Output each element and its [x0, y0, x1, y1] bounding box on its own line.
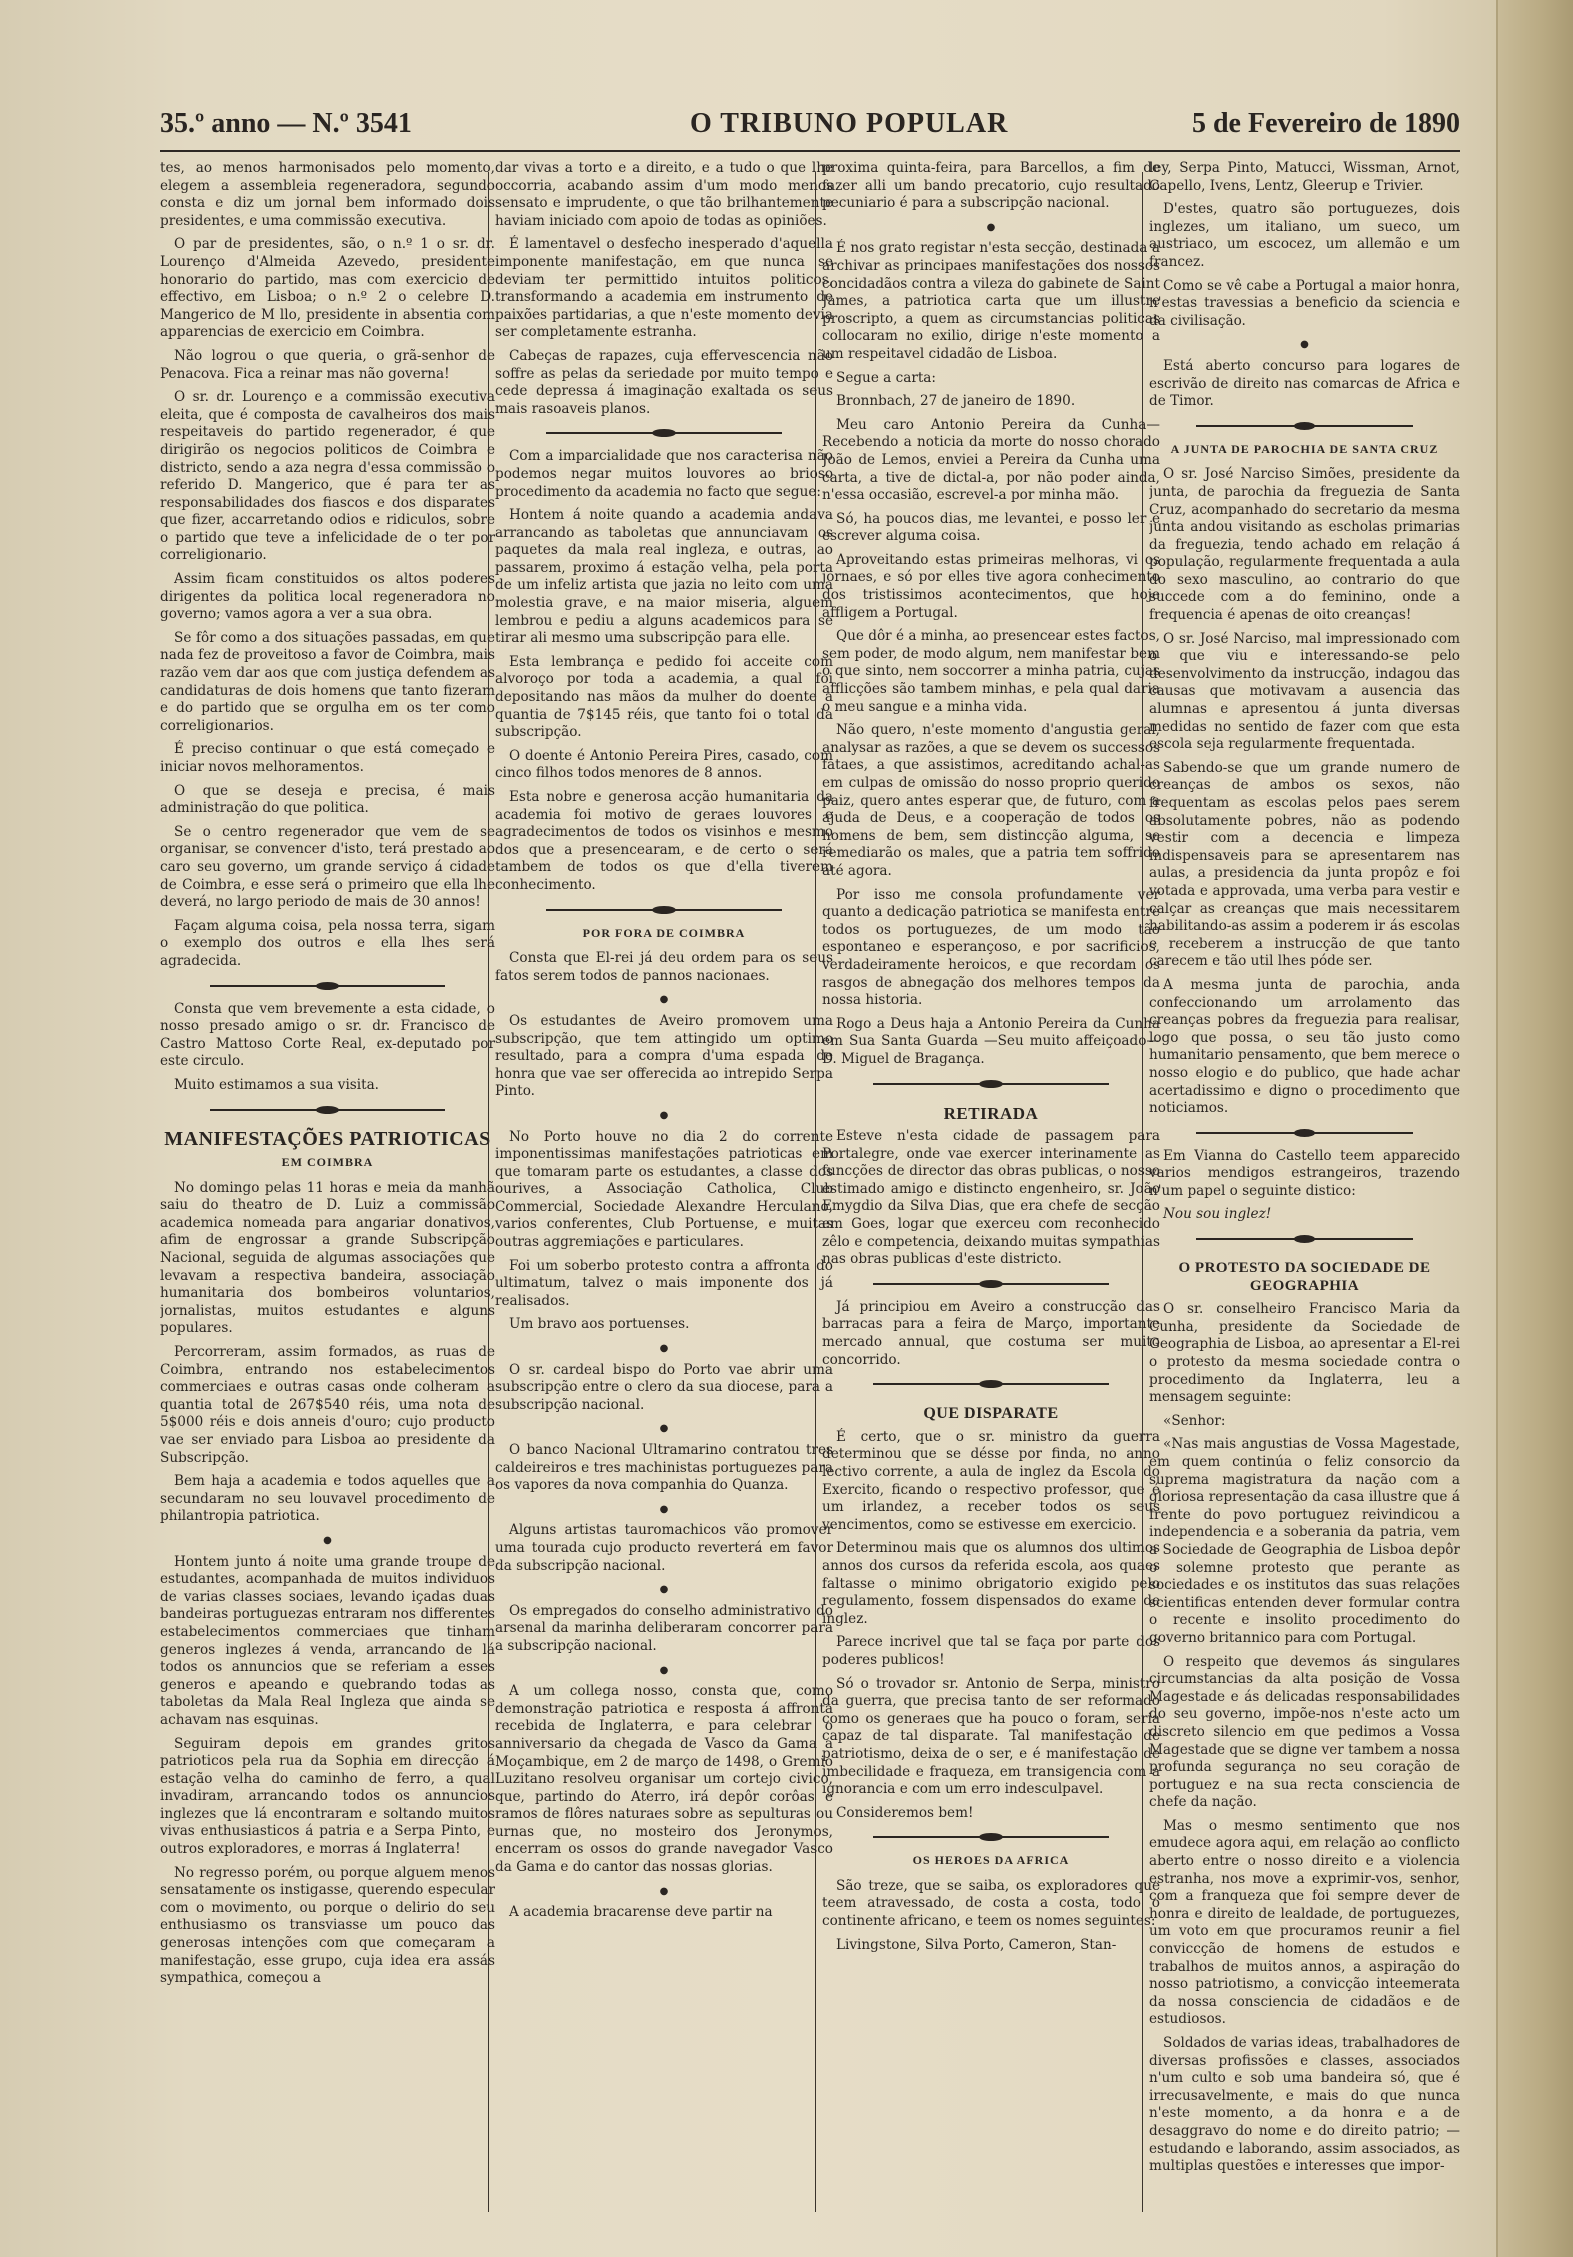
article-paragraph: É preciso continuar o que está começado e iniciar novos melhoramentos. — [160, 741, 495, 775]
section-ornament — [1196, 1232, 1414, 1246]
article-paragraph: Alguns artistas tauromachicos vão promover uma tourada cujo producto reverterá em favor da subscripção nacional. — [495, 1522, 833, 1574]
article-paragraph: Esta nobre e generosa acção humanitaria da academia foi motivo de geraes louvores e agradecimentos de todos os visinhos e mesmo dos que a presencearam, e de certo o será tambem de todos os que d'ella tiverem conhecimento. — [495, 789, 833, 893]
article-paragraph: Livingstone, Silva Porto, Cameron, Stan- — [836, 1936, 1117, 1953]
section-heading: RETIRADA — [943, 1103, 1039, 1123]
article-paragraph: No domingo pelas 11 horas e meia da manhã saiu do theatro de D. Luiz a commissão academica nomeada para angariar donativos, afim de engrossar a grande Subscripção Nacional, seguida de algumas associações que levavam a respectiva bandeira, associação humanitaria dos bombeiros voluntarios, jornalistas, muitos estudantes e alguns populares. — [160, 1179, 495, 1337]
article-paragraph: Muito estimamos a sua visita. — [174, 1076, 380, 1093]
section-heading: MANIFESTAÇÕES PATRIOTICAS — [164, 1127, 491, 1150]
article-paragraph: Determinou mais que os alumnos dos ultimos annos dos cursos da referida escola, aos quaes faltasse o minimo obrigatorio exigido pelo regulamento, fossem dispensados do exame de inglez. — [822, 1540, 1160, 1627]
article-paragraph: Está aberto concurso para logares de escrivão de direito nas comarcas de Africa e de Timor. — [1149, 357, 1460, 410]
article-paragraph: Consta que vem brevemente a esta cidade, o nosso presado amigo o sr. dr. Francisco de Castro Mattoso Corte Real, ex-deputado por este circulo. — [160, 1000, 495, 1070]
section-subheading: EM COIMBRA — [281, 1155, 374, 1170]
article-paragraph: Só o trovador sr. Antonio de Serpa, ministro da guerra, que precisa tanto de ser reformado como os generaes que ha pouco o foram, seria capaz de tal disparate. Tal manifestação de patriotismo, deixa de o ser, e é manifestação de imbecilidade e fraqueza, em transigencia com a ignorancia e com um erro indesculpavel. — [822, 1675, 1160, 1798]
column-3 — [822, 160, 1160, 2230]
section-ornament — [873, 1830, 1110, 1844]
article-paragraph: Com a imparcialidade que nos caracterisa não podemos negar muitos louvores ao brioso procedimento da academia no facto que segue: — [495, 448, 833, 500]
article-paragraph: Em Vianna do Castello teem apparecido varios mendigos estrangeiros, trazendo n'um papel o seguinte distico: — [1149, 1147, 1460, 1199]
separator-dot: ● — [659, 1584, 669, 1596]
article-paragraph: Por isso me consola profundamente ver quanto a dedicação patriotica se manifesta entre todos os portuguezes, de um modo tão espontaneo e esperançoso, e por sacrificios, verdadeiramente heroicos, e que recordam os rasgos de abnegação dos melhores tempos da nossa historia. — [822, 886, 1160, 1009]
article-paragraph: O sr. José Narciso Simões, presidente da junta, de parochia da freguezia de Santa Cruz, acompanhado do secretario da mesma junta andou visitando as escholas primarias da freguezia, tendo achado em relação á população, regularmente frequentada a aula do sexo masculino, ao contrario do que succede com a do feminino, onde a frequencia é apenas de oito creanças! — [1149, 466, 1460, 624]
article-paragraph: É lamentavel o desfecho inesperado d'aquella imponente manifestação, em que nunca se deviam ter permittido intuitos politicos, transformando a academia em instrumento de paixões partidarias, a que n'este momento devia ser completamente estranha. — [495, 236, 833, 341]
section-ornament — [546, 426, 783, 440]
letter-dateline: Bronnbach, 27 de janeiro de 1890. — [836, 393, 1076, 410]
masthead — [150, 100, 1460, 146]
article-paragraph: São treze, que se saiba, os exploradores que teem atravessado, de costa a costa, todo o continente africano, e teem os nomes seguintes: — [822, 1877, 1160, 1930]
separator-dot: ● — [659, 1503, 669, 1515]
article-paragraph: O sr. conselheiro Francisco Maria da Cunha, presidente da Sociedade de Geographia de Lisboa, ao apresentar a El-rei o protesto da mesma sociedade contra o procedimento da Inglaterra, leu a mensagem seguinte: — [1149, 1301, 1460, 1406]
masthead-rule — [160, 150, 1460, 152]
article-paragraph: Consideremos bem! — [836, 1804, 974, 1821]
article-paragraph: Soldados de varias ideas, trabalhadores de diversas profissões e classes, associados n'um culto e sob uma bandeira só, que é irrecusavelmente, e mais do que nunca n'este momento, a da honra e a de desaggravo do nome e do direito patrio; —estudando e laborando, assim associados, as multiplas questões e interesses que impor- — [1149, 2035, 1460, 2175]
article-paragraph: Como se vê cabe a Portugal a maior honra, n'estas travessias a beneficio da sciencia e da civilisação. — [1149, 277, 1460, 329]
article-paragraph: Assim ficam constituidos os altos poderes dirigentes da politica local regeneradora no governo; vamos agora a ver a sua obra. — [160, 571, 495, 623]
article-paragraph: O par de presidentes, são, o n.º 1 o sr. dr. Lourenço d'Almeida Azevedo, presidente honorario do partido, mas com exercicio de effectivo, em Lisboa; o n.º 2 o celebre D. Mangerico de M llo, presidente in absentia com apparencias de exercicio em Coimbra. — [160, 236, 495, 341]
article-paragraph: Só, ha poucos dias, me levantei, e posso ler e escrever alguma coisa. — [822, 510, 1160, 545]
article-paragraph: O que se deseja e precisa, é mais administração do que politica. — [160, 782, 495, 817]
article-paragraph: Rogo a Deus haja a Antonio Pereira da Cunha em Sua Santa Guarda —Seu muito affeiçoado—D. Miguel de Bragança. — [822, 1015, 1160, 1067]
article-paragraph: No Porto houve no dia 2 do corrente imponentissimas manifestações patrioticas em que tomaram parte os estudantes, a classe dos ourives, a Associação Catholica, Club Commercial, Sociedade Alexandre Herculano, varios conferentes, Club Portuense, e muitas outras aggremiações e particulares. — [495, 1128, 833, 1251]
article-paragraph: Bem haja a academia e todos aquelles que a secundaram no seu louvavel procedimento de philantropia patriotica. — [160, 1473, 495, 1525]
section-ornament — [873, 1077, 1110, 1091]
column-2 — [495, 160, 833, 2230]
article-paragraph: A um collega nosso, consta que, como demonstração patriotica e resposta á affronta recebida de Inglaterra, e para celebrar o anniversario da chegada de Vasco da Gama a Moçambique, em 2 de março de 1498, o Gremio Luzitano resolveu organisar um cortejo civico, que, partindo do Aterro, irá depôr corôas e ramos de flôres naturaes sobre as sepulturas ou urnas que, no mosteiro dos Jeronymos, encerram os ossos do grande navegador Vasco da Gama e do cantor das nossas glorias. — [495, 1683, 833, 1876]
article-paragraph: Nou sou inglez! — [1163, 1206, 1272, 1223]
columns — [160, 160, 1460, 2230]
section-heading: QUE DISPARATE — [923, 1405, 1059, 1423]
article-paragraph: É certo, que o sr. ministro da guerra determinou que se désse por finda, no anno lectivo corrente, a aula de inglez da Escola do Exercito, ficando o respectivo professor, que é um irlandez, a receber todos os seus vencimentos, como se estivesse em exercicio. — [822, 1428, 1160, 1533]
separator-dot: ● — [986, 221, 996, 233]
article-paragraph: O sr. cardeal bispo do Porto vae abrir uma subscripção entre o clero da sua diocese, para a subscripção nacional. — [495, 1361, 833, 1413]
article-paragraph: Segue a carta: — [836, 369, 936, 386]
article-paragraph: Seguiram depois em grandes gritos patrioticos pela rua da Sophia em direcção á estação velha do caminho de ferro, a qual invadiram, arrancando todos os annuncios inglezes que lá encontraram e soltando muitos vivas enthusiasticos á patria e a Serpa Pinto, e outros exploradores, e morras á Inglaterra! — [160, 1735, 495, 1858]
section-ornament — [210, 1103, 445, 1117]
column-4 — [1149, 160, 1460, 2230]
section-subheading: POR FORA DE COIMBRA — [582, 925, 746, 940]
page-binding-edge — [1496, 0, 1573, 2257]
article-paragraph: O respeito que devemos ás singulares circumstancias da alta posição de Vossa Magestade e ás delicadas responsabilidades do seu governo, impõe-nos n'este acto um discreto silencio em que pedimos a Vossa Magestade que se digne ver tambem a nossa profunda segurança no seu coração de portuguez e na sua recta consciencia de chefe da nação. — [1149, 1653, 1460, 1811]
article-paragraph: Sabendo-se que um grande numero de creanças de ambos os sexos, não frequentam as escolas pelos paes serem absolutamente pobres, não as podendo vestir com a decencia e limpeza indispensaveis para se apresentarem nas aulas, a presidencia da junta propôz e foi votada e approvada, uma verba para vestir e calçar as creanças que mais necessitarem habilitando-as assim a poderem ir ás escolas e receberem a instrucção de que tanto carecem e tão util lhes póde ser. — [1149, 759, 1460, 970]
separator-dot: ● — [659, 1109, 669, 1121]
article-paragraph: Esta lembrança e pedido foi acceite com alvoroço por toda a academia, a qual foi depositando nas mãos da mulher do doente a quantia de 7$145 réis, que tanto foi o total da subscripção. — [495, 653, 833, 741]
section-subheading: OS HEROES DA AFRICA — [912, 1853, 1070, 1868]
article-paragraph: Que dôr é a minha, ao presencear estes factos, sem poder, de modo algum, nem manifestar bem o que sinto, nem soccorrer a minha patria, cujas afflicções são tambem minhas, e pela qual daria o meu sangue e a minha vida. — [822, 628, 1160, 715]
article-paragraph: Foi um soberbo protesto contra a affronta do ultimatum, talvez o mais imponente dos já realisados. — [495, 1257, 833, 1309]
article-paragraph: A mesma junta de parochia, anda confeccionando um arrolamento das creanças pobres da freguezia para realisar, logo que possa, o seu tão justo como humanitario pensamento, que bem merece o nosso elogio e do publico, que hade achar acertadissimo e digno o procedimento que noticiamos. — [1149, 976, 1460, 1117]
article-paragraph: ley, Serpa Pinto, Matucci, Wissman, Arnot, Capello, Ivens, Lentz, Gleerup e Trivier. — [1149, 160, 1460, 194]
article-paragraph: Já principiou em Aveiro a construcção das barracas para a feira de Março, importante mercado annual, que costuma ser muito concorrido. — [822, 1298, 1160, 1368]
article-paragraph: Aproveitando estas primeiras melhoras, vi os jornaes, e só por elles tive agora conhecimento dos tristissimos acontecimentos, que hoje affligem a Portugal. — [822, 551, 1160, 621]
article-paragraph: Um bravo aos portuenses. — [509, 1316, 690, 1333]
article-paragraph: Parece incrivel que tal se faça por parte dos poderes publicos! — [822, 1634, 1160, 1668]
section-heading: O PROTESTO DA SOCIEDADE DE GEOGRAPHIA — [1178, 1260, 1431, 1294]
article-paragraph: Se fôr como a dos situações passadas, em que nada fez de proveitoso a favor de Coimbra, mais razão vem dar aos que com justiça defendem as candidaturas de dois homens que tanto fizeram e do partido que se orgulha em os ter como correligionarios. — [160, 629, 495, 734]
section-ornament — [1196, 1126, 1414, 1140]
section-ornament — [210, 979, 445, 993]
article-paragraph: O doente é Antonio Pereira Pires, casado, com cinco filhos todos menores de 8 annos. — [495, 747, 833, 782]
article-paragraph: Se o centro regenerador que vem de se organisar, se convencer d'isto, terá prestado ao caro seu governo, um grande serviço á cidade de Coimbra, e esse será o primeiro que ella lhe deverá, no largo periodo de mais de 30 annos! — [160, 823, 495, 911]
article-paragraph: Os empregados do conselho administrativo do arsenal da marinha deliberaram concorrer para a subscripção nacional. — [495, 1602, 833, 1654]
section-ornament — [873, 1277, 1110, 1291]
section-subheading: A JUNTA DE PAROCHIA DE SANTA CRUZ — [1170, 441, 1439, 456]
article-paragraph: D'estes, quatro são portuguezes, dois inglezes, um italiano, um sueco, um austriaco, um escocez, um allemão e um francez. — [1149, 201, 1460, 270]
separator-dot: ● — [659, 1664, 669, 1676]
article-paragraph: Hontem á noite quando a academia andava arrancando as taboletas que annunciavam os paquetes da mala real ingleza, e outras, ao passarem, proximo á estação velha, pela porta de um infeliz artista que jazia no leito com uma molestia grave, e na maior miseria, alguem lembrou e pediu a alguns academicos para se tirar ali mesmo uma subscripção para elle. — [495, 507, 833, 647]
article-paragraph: «Nas mais angustias de Vossa Magestade, em quem continúa o feliz consorcio da suprema magistratura da nação com a gloriosa representação da casa illustre que á frente do povo portuguez reivindicou a independencia e a soberania da patria, vem a Sociedade de Geographia de Lisboa depôr o solemne protesto que perante as sociedades e os institutos das suas relações scientificas entenden dever formular contra o recente e insolito procedimento do governo britannico para com Portugal. — [1149, 1436, 1460, 1646]
article-paragraph: Consta que El-rei já deu ordem para os seus fatos serem todos de pannos nacionaes. — [495, 950, 833, 984]
separator-dot: ● — [659, 1423, 669, 1435]
article-paragraph: Cabeças de rapazes, cuja effervescencia não soffre as pelas da seriedade por muito tempo e cede depressa á imaginação exaltada os seus mais rasoaveis planos. — [495, 347, 833, 417]
separator-dot: ● — [1300, 339, 1309, 351]
article-paragraph: Mas o mesmo sentimento que nos emudece agora aqui, em relação ao conflicto aberto entre o nosso direito e a violencia estranha, nos move a exprimir-vos, senhor, com a franqueza que foi sempre dever de honra e direito de lealdade, de portuguezes, um voto em que procuramos reunir a fiel conviccção de homens de estudos e trabalhos de muitos annos, a aspiração do nosso patriotismo, a convicção inteemerata da nossa consciencia de cidadãos e de estudiosos. — [1149, 1817, 1460, 2028]
article-paragraph: Não logrou o que queria, o grã-senhor de Penacova. Fica a reinar mas não governa! — [160, 347, 495, 382]
article-paragraph: Não quero, n'este momento d'angustia geral, analysar as razões, a que se devem os successos fataes, a que assistimos, acreditando achal-as em culpas de omissão do nosso proprio querido paiz, quero antes esperar que, de futuro, com a ajuda de Deus, e a cooperação de todos os homens de bem, sem distincção alguma, se remediarão os males, que a patria tem soffrido até agora. — [822, 722, 1160, 879]
article-paragraph: Hontem junto á noite uma grande troupe de estudantes, acompanhada de muitos individuos de varias classes sociaes, levando içadas duas bandeiras portuguezas entraram nos differentes estabelecimentos commerciaes que tinham generos inglezes á venda, arrancando de lá todos os annuncios que se referiam a esses generos e apeando e quebrando todas as taboletas da Mala Real Ingleza que ainda se achavam nas esquinas. — [160, 1553, 495, 1728]
article-paragraph: O banco Nacional Ultramarino contratou tres caldeireiros e tres machinistas portuguezes para os vapores da nova companhia do Quanza. — [495, 1442, 833, 1494]
article-paragraph: No regresso porém, ou porque alguem menos sensatamente os instigasse, querendo especular com o movimento, ou porque o delirio do seu enthusiasmo os transviasse um pouco das generosas intenções com que começaram a manifestação, esse grupo, cuja idea era assás sympathica, começou a — [160, 1864, 495, 1987]
article-paragraph: tes, ao menos harmonisados pelo momento, elegem a assembleia regeneradora, segundo consta e diz um jornal bem informado dois presidentes, e uma commissão executiva. — [160, 160, 495, 229]
column-1 — [160, 160, 495, 2230]
article-paragraph: É nos grato registar n'esta secção, destinada a archivar as principaes manifestações dos nossos concidadãos contra a vileza do gabinete de Saint James, a patriotica carta que um illustre proscripto, a quem as circumstancias politicas collocaram no exilio, dirige n'este momento a um respeitavel cidadão de Lisboa. — [822, 240, 1160, 362]
newspaper-title: O TRIBUNO POPULAR — [690, 108, 1009, 139]
issue-date: 5 de Fevereiro de 1890 — [1191, 108, 1460, 139]
article-paragraph: «Senhor: — [1163, 1412, 1226, 1429]
article-paragraph: proxima quinta-feira, para Barcellos, a fim de fazer alli um bando precatorio, cujo resultado pecuniario é para a subscripção nacional. — [822, 160, 1160, 212]
section-ornament — [1196, 419, 1414, 433]
article-paragraph: Percorreram, assim formados, as ruas de Coimbra, entrando nos estabelecimentos commerciaes e outras casas onde colheram a quantia total de 267$540 réis, uma nota de 5$000 réis e dois anneis d'ouro; cujo producto vae ser enviado para Lisboa ao presidente da Subscripção. — [160, 1344, 495, 1466]
separator-dot: ● — [659, 994, 669, 1006]
separator-dot: ● — [323, 1534, 332, 1546]
article-paragraph: dar vivas a torto e a direito, e a tudo o que lhe occorria, acabando assim d'um modo menos sensato e imprudente, o que tão brilhantemente haviam iniciado com apoio de todas as opiniões. — [495, 160, 833, 229]
issue-number: 35.º anno — N.º 3541 — [160, 108, 412, 139]
section-ornament — [873, 1377, 1110, 1391]
article-paragraph: Façam alguma coisa, pela nossa terra, sigam o exemplo dos outros e ella lhes será agradecida. — [160, 917, 495, 969]
separator-dot: ● — [659, 1343, 669, 1355]
article-paragraph: Meu caro Antonio Pereira da Cunha—Recebendo a noticia da morte do nosso chorado João de Lemos, enviei a Pereira da Cunha uma carta, a tive de dictal-a, por não poder ainda, n'essa occasião, escrevel-a por minha mão. — [822, 416, 1160, 504]
article-paragraph: Esteve n'esta cidade de passagem para Portalegre, onde vae exercer interinamente as funcções de director das obras publicas, o nosso estimado amigo e distincto engenheiro, sr. João Emygdio da Silva Dias, que era chefe de secção em Goes, logar que exerceu com reconhecido zêlo e competencia, deixando muitas sympathias nas obras publicas d'este districto. — [822, 1128, 1160, 1268]
article-paragraph: Os estudantes de Aveiro promovem uma subscripção, que tem attingido um optimo resultado, para a compra d'uma espada de honra que vae ser offerecida ao intrepido Serpa Pinto. — [495, 1012, 833, 1100]
article-paragraph: O sr. dr. Lourenço e a commissão executiva eleita, que é composta de cavalheiros dos mais respeitaveis do partido regenerador, é que dirigirão os negocios politicos de Coimbra e districto, sendo a aza negra d'essa commissão o referido D. Mangerico, que é para ter as responsabilidades dos fiascos e dos disparates que fizer, accarretando odios e ridiculos, sobre o partido que teve a infelicidade de o ter por correligionario. — [160, 389, 495, 564]
article-paragraph: A academia bracarense deve partir na — [509, 1904, 773, 1921]
separator-dot: ● — [659, 1885, 669, 1897]
section-ornament — [546, 903, 783, 917]
article-paragraph: O sr. José Narciso, mal impressionado com o que viu e interessando-se pelo desenvolvimento da instrucção, indagou das causas que motivavam a ausencia das alumnas e apresentou á junta diversas medidas no sentido de fazer com que esta escola seja regularmente frequentada. — [1149, 630, 1460, 753]
